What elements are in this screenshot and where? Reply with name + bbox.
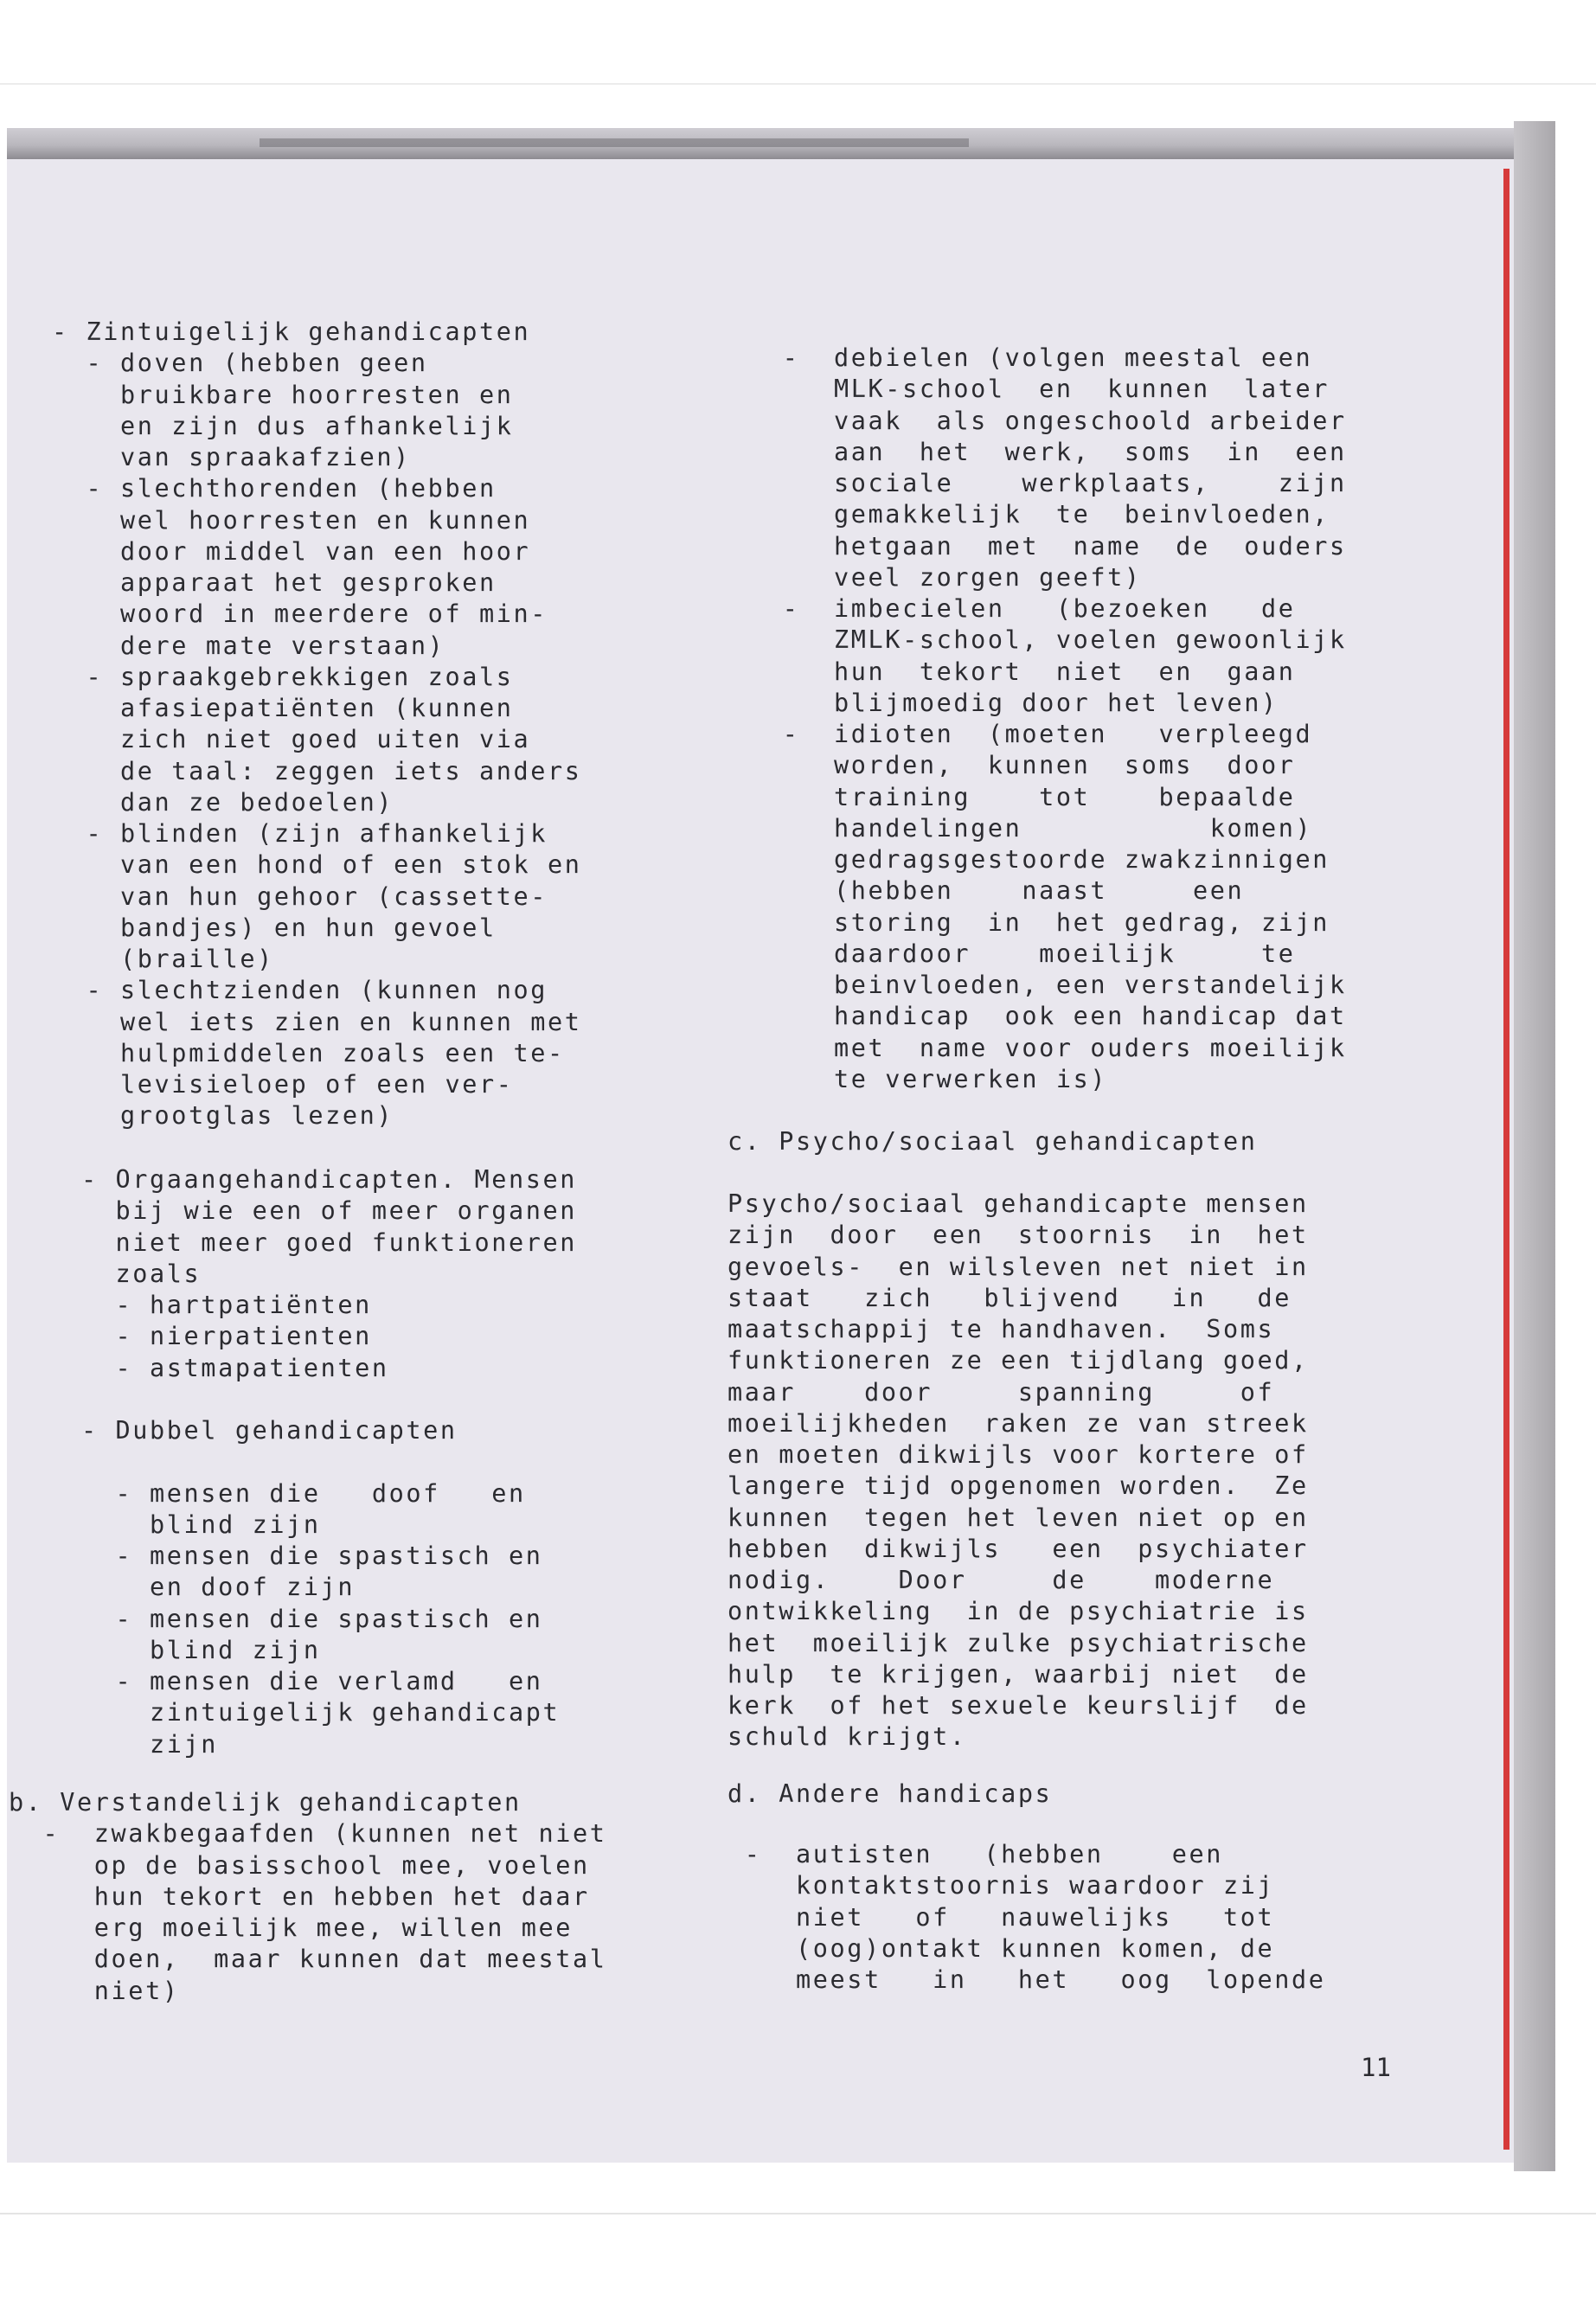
section-dubbel-gehandicapten: - Dubbel gehandicapten - mensen die doof en blind zijn - mensen die spastisch en en doof zijn - mensen die spastisch en blind zijn - mensen die verlamd en zintuigelijk gehandicapt zijn — [81, 1416, 561, 1759]
heading-andere-handicaps: d. Andere handicaps — [727, 1779, 1053, 1808]
scan-edge-top — [0, 83, 1596, 85]
red-page-edge — [1503, 169, 1509, 2150]
section-verstandelijk: b. Verstandelijk gehandicapten - zwakbegaafden (kunnen net niet op de basisschool mee, voelen hun tekort en hebben het daar erg moeilijk mee, willen mee doen, maar kunnen dat meestal niet) — [9, 1788, 607, 2005]
binding-shadow — [260, 138, 969, 147]
section-zintuigelijk: - Zintuigelijk gehandicapten - doven (hebben geen bruikbare hoorresten en en zijn dus afhankelijk van spraakafzien) - slechthorenden (hebben wel hoorresten en kunnen door middel van een hoor apparaat het gesproken woord in meerdere of min- dere mate verstaan) - spraakgebrekkigen zoals afasiepatiënten (kunnen zich niet goed uiten via de taal: zeggen iets anders dan ze bedoelen) - blinden (zijn afhankelijk van een hond of een stok en van hun gehoor (cassette- bandjes) en hun gevoel (braille) - slechtzienden (kunnen nog wel iets zien en kunnen met hulpmiddelen zoals een te- levisieloep of een ver- grootglas lezen) — [52, 317, 582, 1131]
section-orgaangehandicapten: - Orgaangehandicapten. Mensen bij wie een of meer organen niet meer goed funktioneren zoals - hartpatiënten - nierpatienten - astmapatienten — [81, 1165, 577, 1382]
section-verstandelijk-continued: - debielen (volgen meestal een MLK-school en kunnen later vaak als ongeschoold arbeider aan het werk, soms in een sociale werkplaats, zijn gemakkelijk te beinvloeden, hetgaan met name de ouders veel zorgen geeft) - imbecielen (bezoeken de ZMLK-school, voelen gewoonlijk hun tekort niet en gaan blijmoedig door het leven) - idioten (moeten verpleegd worden, kunnen soms door training tot bepaalde handelingen komen) gedragsgestoorde zwakzinnigen (hebben naast een storing in het gedrag, zijn daardoor moeilijk te beinvloeden, een verstandelijk handicap ook een handicap dat met name voor ouders moeilijk te verwerken is) — [782, 343, 1347, 1093]
book-spine — [1514, 121, 1555, 2171]
heading-psycho-sociaal: c. Psycho/sociaal gehandicapten — [727, 1127, 1258, 1156]
section-psycho-sociaal: Psycho/sociaal gehandicapte mensen zijn door een stoornis in het gevoels- en wilsleven net niet in staat zich blijvend in de maatschappij te handhaven. Soms funktioneren ze een tijdlang goed, maar door spanning of moeilijkheden raken ze van streek en moeten dikwijls voor kortere of langere tijd opgenomen worden. Ze kunnen tegen het leven niet op en hebben dikwijls een psychiater nodig. Door de moderne ontwikkeling in de psychiatrie is het moeilijk zulke psychiatrische hulp te krijgen, waarbij niet de kerk of het sexuele keurslijf de schuld krijgt. — [727, 1189, 1309, 1752]
section-andere-handicaps: - autisten (hebben een kontaktstoornis waardoor zij niet of nauwelijks tot (oog)ontakt kunnen komen, de meest in het oog lopende — [744, 1840, 1326, 1994]
scan-edge-bottom — [0, 2213, 1596, 2214]
page-number: 11 — [1361, 2053, 1391, 2082]
